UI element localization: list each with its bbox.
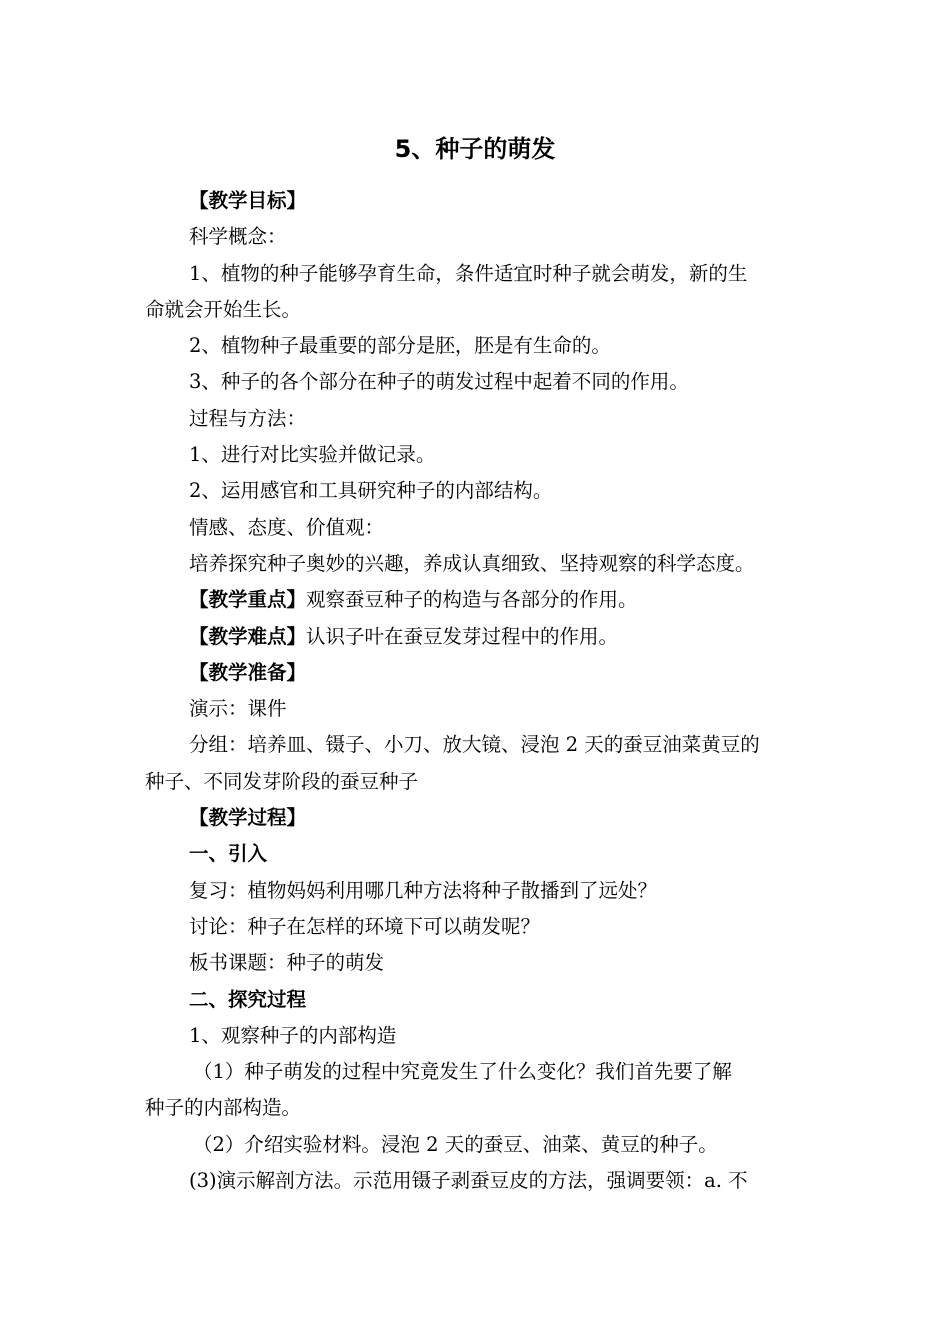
page-title: 5、种子的萌发 <box>394 135 556 163</box>
heading-preparation <box>145 655 825 691</box>
heading-objectives <box>145 183 825 219</box>
subsection-heading: 一、引入 <box>189 842 268 866</box>
paragraph-line: 科学概念： <box>189 225 287 249</box>
paragraph-line: 复习：植物妈妈利用哪几种方法将种子散播到了远处？ <box>189 878 658 902</box>
section-heading: 【教学目标】 <box>189 189 307 212</box>
subsection-heading: 二、探究过程 <box>189 987 307 1011</box>
paragraph-line: 板书课题：种子的萌发 <box>189 951 385 975</box>
paragraph-line: 2、植物种子最重要的部分是胚，胚是有生命的。 <box>189 334 611 358</box>
section-heading: 【教学准备】 <box>189 660 307 684</box>
section-heading: 【教学难点】 <box>189 624 307 648</box>
paragraph-line: 1、观察种子的内部构造 <box>189 1023 397 1047</box>
section-heading: 【教学重点】 <box>189 588 307 612</box>
paragraph-line: 种子的内部构造。 <box>145 1096 302 1120</box>
heading-intro <box>145 836 825 872</box>
document-body <box>145 183 825 1199</box>
paragraph-line: 演示：课件 <box>189 697 287 721</box>
paragraph-line: 情感、态度、价值观： <box>189 515 385 539</box>
paragraph-line: 培养探究种子奥妙的兴趣，养成认真细致、坚持观察的科学态度。 <box>189 551 755 575</box>
paragraph-line: 种子、不同发芽阶段的蚕豆种子 <box>145 769 419 793</box>
paragraph-line: （2）介绍实验材料。浸泡 2 天的蚕豆、油菜、黄豆的种子。 <box>193 1132 718 1156</box>
paragraph-line: 1、植物的种子能够孕育生命，条件适宜时种子就会萌发，新的生 <box>189 261 748 285</box>
paragraph-line: (3)演示解剖方法。示范用镊子剥蚕豆皮的方法，强调要领：a. 不 <box>189 1169 748 1193</box>
paragraph-line: 命就会开始生长。 <box>145 297 302 321</box>
key-point-text: 观察蚕豆种子的构造与各部分的作用。 <box>306 588 638 612</box>
paragraph-line: 分组：培养皿、镊子、小刀、放大镜、浸泡 2 天的蚕豆油菜黄豆的 <box>189 733 760 757</box>
section-heading: 【教学过程】 <box>189 806 307 830</box>
difficulty-text: 认识子叶在蚕豆发芽过程中的作用。 <box>306 624 619 648</box>
paragraph-line: （1）种子萌发的过程中究竟发生了什么变化？我们首先要了解 <box>193 1060 732 1084</box>
paragraph-line: 2、运用感官和工具研究种子的内部结构。 <box>189 479 553 503</box>
paragraph-line: 1、进行对比实验并做记录。 <box>189 443 436 467</box>
key-point-line <box>145 582 825 618</box>
heading-explore <box>145 982 825 1018</box>
paragraph-line: 过程与方法： <box>189 406 307 430</box>
paragraph-line: 3、种子的各个部分在种子的萌发过程中起着不同的作用。 <box>189 370 689 394</box>
heading-process <box>145 800 825 836</box>
paragraph-line: 讨论：种子在怎样的环境下可以萌发呢？ <box>189 914 541 938</box>
difficulty-line <box>145 619 825 655</box>
